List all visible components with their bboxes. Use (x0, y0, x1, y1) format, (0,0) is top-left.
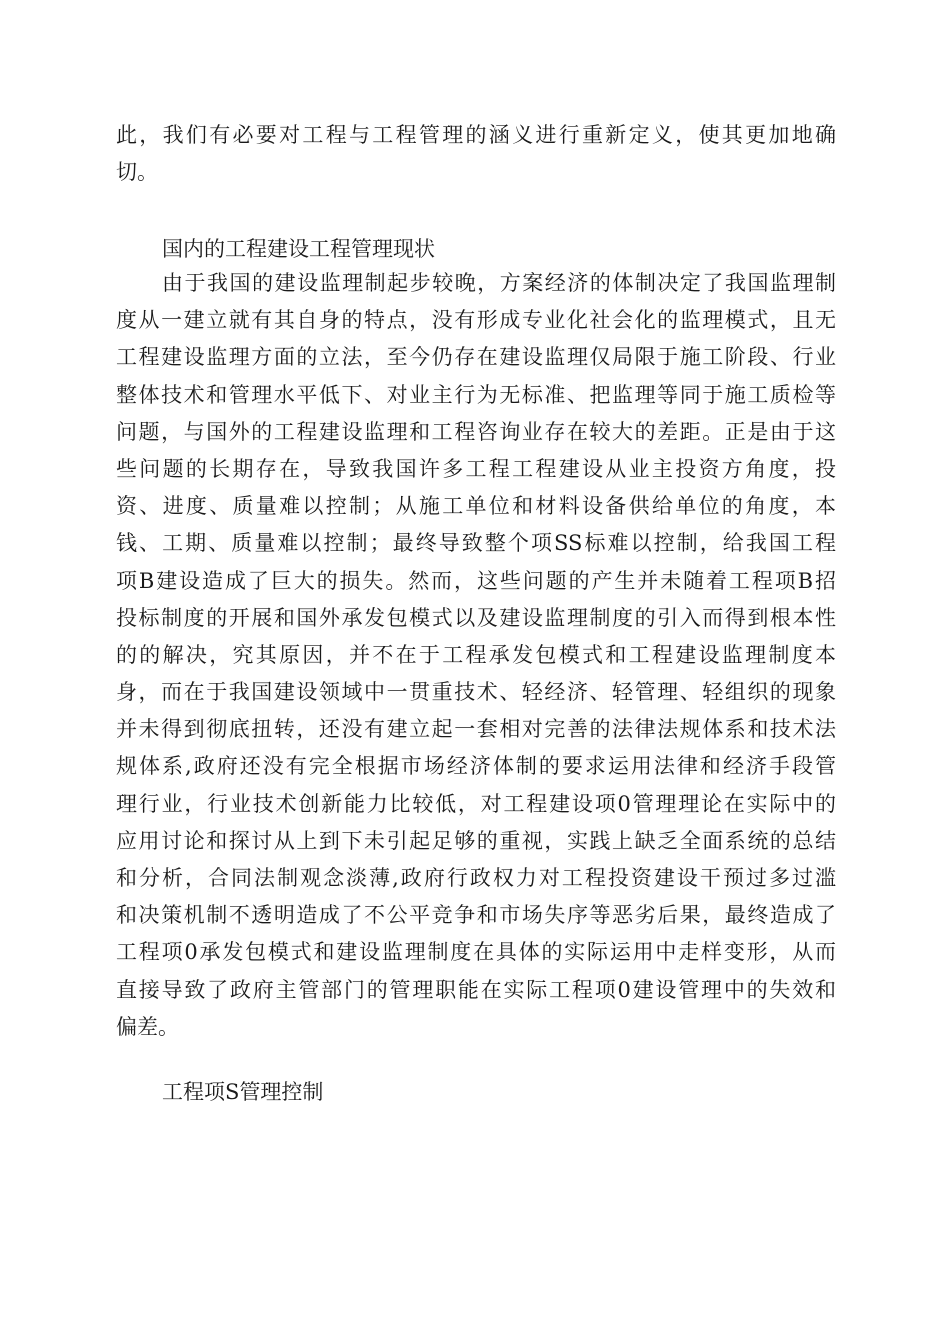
paragraph-line: 投标制度的开展和国外承发包模式以及建设监理制度的引入而得到根本性 (116, 605, 836, 630)
paragraph-line: 资、进度、质量难以控制；从施工单位和材料设备供给单位的角度，本 (116, 494, 836, 519)
paragraph-line: 度从一建立就有其自身的特点，没有形成专业化社会化的监理模式，且无 (116, 308, 836, 333)
paragraph-line: 理行业，行业技术创新能力比较低，对工程建设项0管理理论在实际中的 (116, 791, 836, 816)
section-heading: 工程项S管理控制 (162, 1080, 324, 1104)
section-heading-project-control (116, 1074, 836, 1111)
paragraph-line: 和分析，合同法制观念淡薄,政府行政权力对工程投资建设干预过多过滥 (116, 866, 836, 890)
paragraph-line: 切。 (116, 160, 158, 185)
paragraph-line: 工程项0承发包模式和建设监理制度在具体的实际运用中走样变形，从而 (116, 940, 836, 965)
paragraph-line: 整体技术和管理水平低下、对业主行为无标准、把监理等同于施工质检等 (116, 382, 836, 407)
section-heading-domestic-status (116, 231, 836, 268)
paragraph-line: 偏差。 (116, 1014, 179, 1039)
paragraph-line: 并未得到彻底扭转，还没有建立起一套相对完善的法律法规体系和技术法 (116, 717, 836, 742)
paragraph-line: 问题，与国外的工程建设监理和工程咨询业存在较大的差距。正是由于这 (116, 419, 836, 444)
paragraph-line: 钱、工期、质量难以控制；最终导致整个项SS标难以控制，给我国工程 (116, 531, 836, 556)
paragraph-line: 直接导致了政府主管部门的管理职能在实际工程项0建设管理中的失效和 (116, 977, 836, 1002)
paragraph-line: 工程建设监理方面的立法，至今仍存在建设监理仅局限于施工阶段、行业 (116, 345, 836, 370)
paragraph-line: 由于我国的建设监理制起步较晚，方案经济的体制决定了我国监理制 (162, 271, 836, 295)
paragraph-line: 的的解决，究其原因，并不在于工程承发包模式和工程建设监理制度本 (116, 642, 836, 667)
main-paragraph (116, 265, 836, 1046)
paragraph-line: 此，我们有必要对工程与工程管理的涵义进行重新定义，使其更加地确 (116, 123, 836, 147)
intro-paragraph (116, 117, 836, 191)
paragraph-line: 些问题的长期存在，导致我国许多工程工程建设从业主投资方角度，投 (116, 456, 836, 481)
section-heading: 国内的工程建设工程管理现状 (162, 237, 435, 261)
paragraph-line: 规体系,政府还没有完全根据市场经济体制的要求运用法律和经济手段管 (116, 754, 836, 779)
paragraph-line: 身，而在于我国建设领域中一贯重技术、轻经济、轻管理、轻组织的现象 (116, 680, 836, 705)
paragraph-line: 应用讨论和探讨从上到下未引起足够的重视，实践上缺乏全面系统的总结 (116, 828, 836, 853)
paragraph-line: 项B建设造成了巨大的损失。然而，这些问题的产生并未随着工程项B招 (116, 568, 836, 593)
paragraph-line: 和决策机制不透明造成了不公平竞争和市场失序等恶劣后果，最终造成了 (116, 903, 836, 928)
